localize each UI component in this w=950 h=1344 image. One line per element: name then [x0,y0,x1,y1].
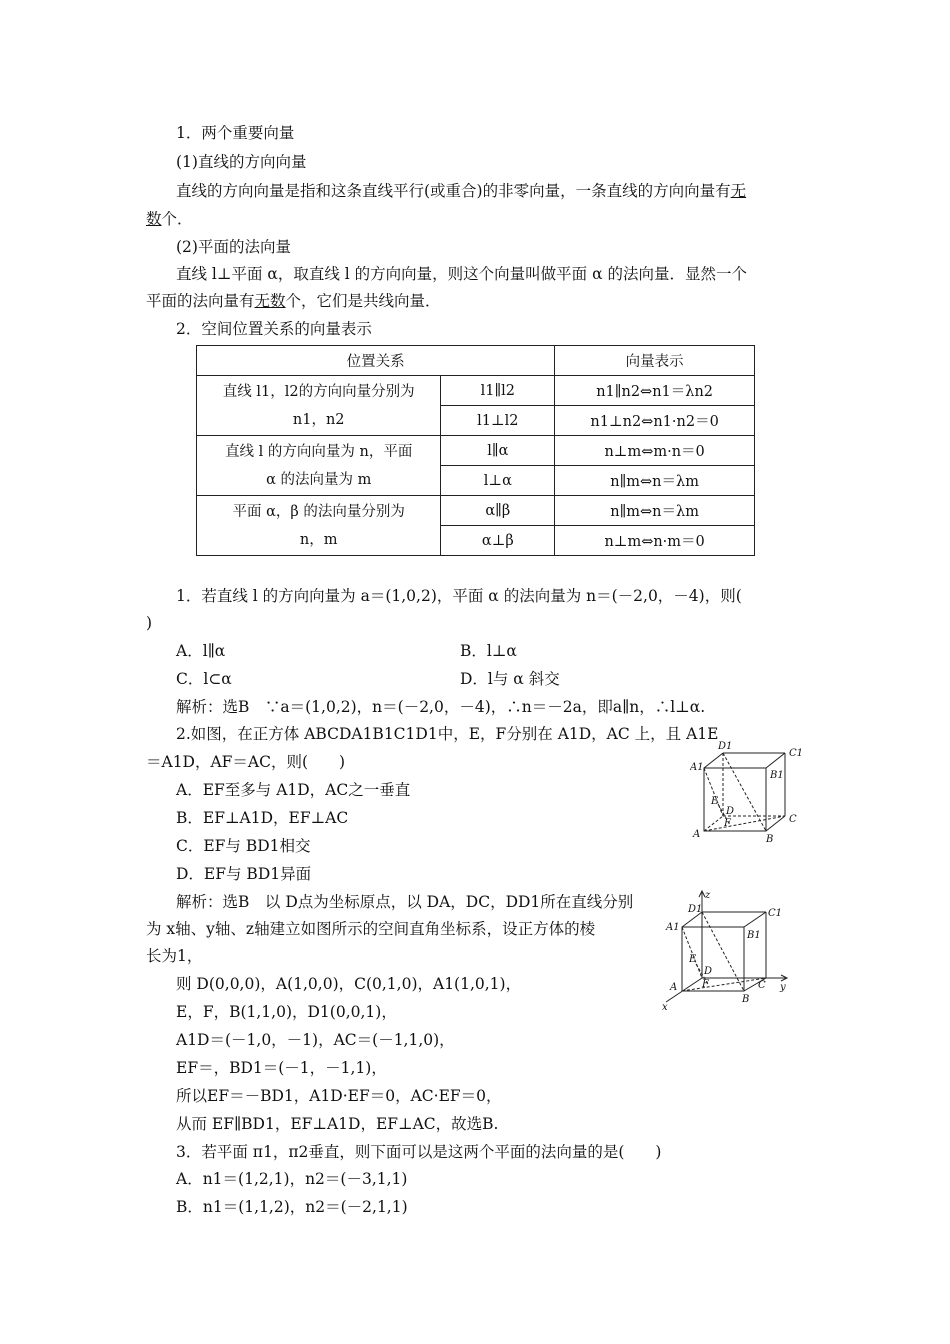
q2-solution-line: 从而 EF∥BD1，EF⊥A1D，EF⊥AC，故选B. [176,1115,499,1133]
axis-label: x [662,1002,668,1013]
table-relation-cell: l⊥α [441,466,555,496]
table-relation-cell: α∥β [441,496,555,526]
q1-option-b: B．l⊥α [460,642,517,660]
q2-solution-line: EF＝，BD1＝(－1，－1,1)， [176,1059,387,1077]
vertex-label: C1 [768,908,783,919]
underlined-answer: 无 [730,182,747,200]
vertex-label: B [742,994,750,1005]
vertex-label: A [670,982,678,993]
table-vector-cell: n1⊥n2⇔n1·n2＝0 [555,406,755,436]
cube-figure-1 [690,738,810,850]
vertex-label: F [724,818,731,829]
q2-solution-line: 长为1， [146,947,203,965]
axis-label: y [780,982,786,993]
table-header-relation: 位置关系 [197,346,555,376]
underlined-answer: 无数 [254,292,286,310]
table-desc-cell: 平面 α，β 的法向量分别为 n，m [197,496,441,556]
q3-option-a: A．n1＝(1,2,1)，n2＝(－3,1,1) [176,1170,408,1188]
q1-option-c: C．l⊂α [176,670,232,688]
subheading-normal-vector: (2)平面的法向量 [176,238,291,256]
q2-solution: 解析：选B 以 D点为坐标原点，以 DA，DC，DD1所在直线分别 [176,893,634,911]
table-relation-cell: α⊥β [441,526,555,556]
q1-option-a: A．l∥α [176,642,226,660]
q2-option-b: B．EF⊥A1D，EF⊥AC [176,809,349,827]
q2-stem-cont: ＝A1D，AF＝AC，则( ) [146,753,346,771]
table-vector-cell: n⊥m⇔m·n＝0 [555,436,755,466]
q2-stem: 2.如图，在正方体 ABCDA1B1C1D1中，E，F分别在 A1D，AC 上，且 A1E [176,725,719,743]
q2-solution-line: 为 x轴、y轴、z轴建立如图所示的空间直角坐标系，设正方体的棱 [146,920,596,938]
axis-label: z [705,890,711,901]
q2-option-a: A．EF至多与 A1D，AC之一垂直 [176,781,411,799]
vertex-label: A1 [666,922,680,933]
vertex-label: B1 [747,930,761,941]
position-relation-table [196,345,755,556]
vertex-label: D [726,806,735,817]
section-heading-2: 2．空间位置关系的向量表示 [176,320,372,338]
table-header-vector: 向量表示 [555,346,755,376]
vertex-label: D1 [688,904,703,915]
paragraph-normal-vector-cont: 平面的法向量有无数个，它们是共线向量． [146,292,441,310]
vertex-label: B [766,834,774,845]
q2-solution-line: 则 D(0,0,0)，A(1,0,0)，C(0,1,0)，A1(1,0,1)， [176,975,522,993]
vertex-label: A1 [690,762,704,773]
vertex-label: D1 [718,741,733,752]
table-relation-cell: l∥α [441,436,555,466]
table-desc-cell: 直线 l 的方向向量为 n，平面 α 的法向量为 m [197,436,441,496]
underlined-answer: 数 [146,210,162,228]
q2-solution-line: E，F，B(1,1,0)，D1(0,0,1)， [176,1003,397,1021]
q1-option-d: D．l与 α 斜交 [460,670,560,688]
subheading-direction-vector: (1)直线的方向向量 [176,153,307,171]
vertex-label: A [693,829,701,840]
paragraph-direction-vector: 直线的方向向量是指和这条直线平行(或重合)的非零向量，一条直线的方向向量有无 [176,182,747,200]
vertex-label: D [704,966,713,977]
q1-stem: 1．若直线 l 的方向向量为 a＝(1,0,2)，平面 α 的法向量为 n＝(－2,0，－4)，则( [176,587,742,605]
table-relation-cell: l1⊥l2 [441,406,555,436]
vertex-label: C1 [789,748,804,759]
vertex-label: C [789,814,797,825]
paragraph-normal-vector: 直线 l⊥平面 α，取直线 l 的方向向量，则这个向量叫做平面 α 的法向量．显然一个 [176,265,747,283]
cube-coordinate-figure-2 [656,886,796,1014]
q2-solution-line: 所以EF＝－BD1，A1D·EF＝0，AC·EF＝0， [176,1087,502,1105]
table-desc-cell: 直线 l1，l2的方向向量分别为 n1，n2 [197,376,441,436]
table-vector-cell: n∥m⇔n＝λm [555,496,755,526]
table-vector-cell: n1∥n2⇔n1＝λn2 [555,376,755,406]
q2-option-d: D．EF与 BD1异面 [176,865,312,883]
q2-option-c: C．EF与 BD1相交 [176,837,311,855]
table-relation-cell: l1∥l2 [441,376,555,406]
vertex-label: B1 [770,770,784,781]
vertex-label: F [702,979,709,990]
q3-option-b: B．n1＝(1,1,2)，n2＝(－2,1,1) [176,1198,408,1216]
q1-solution: 解析：选B ∵a＝(1,0,2)，n＝(－2,0，－4)，∴n＝－2a，即a∥n，∴l⊥α. [176,698,706,716]
vertex-label: E [711,796,719,807]
table-vector-cell: n∥m⇔n＝λm [555,466,755,496]
q2-solution-line: A1D＝(－1,0，－1)，AC＝(－1,1,0)， [176,1031,455,1049]
section-heading-1: 1．两个重要向量 [176,124,295,142]
q1-stem-cont: ) [146,614,153,632]
q3-stem: 3．若平面 π1，π2垂直，则下面可以是这两个平面的法向量的是( ) [176,1143,662,1161]
vertex-label: C [758,980,766,991]
vertex-label: E [689,954,697,965]
table-vector-cell: n⊥m⇔n·m＝0 [555,526,755,556]
paragraph-direction-vector-cont: 数个． [146,210,193,228]
